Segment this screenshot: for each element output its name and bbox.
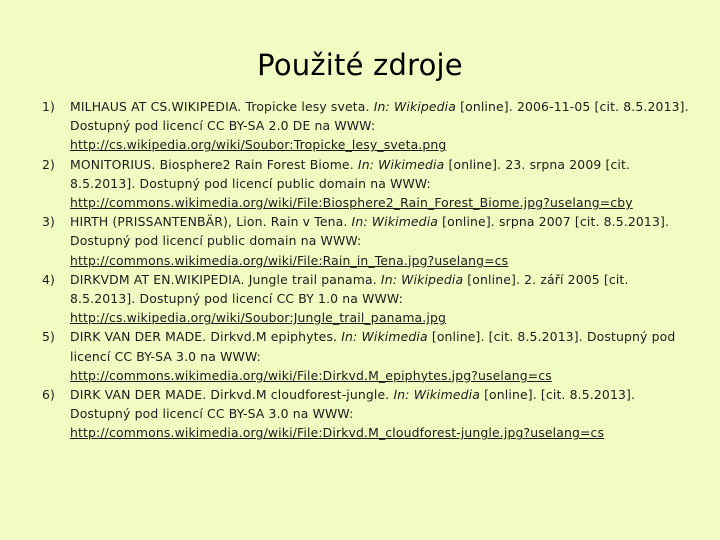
reference-link[interactable]: http://commons.wikimedia.org/wiki/File:Dirkvd.M_cloudforest-jungle.jpg?uselang=cs [70,425,605,441]
reference-author: MONITORIUS. Biosphere2 Rain Forest Biome. [70,156,354,172]
reference-list [42,97,692,443]
reference-item [42,212,692,270]
reference-item [42,385,692,443]
reference-number: 5) [42,329,56,345]
slide-title: Použité zdroje [257,48,463,82]
reference-author: DIRK VAN DER MADE. Dirkvd.M cloudforest-jungle. [70,387,390,403]
reference-source: Wikimedia [378,156,445,172]
reference-in-label: In: [341,329,358,345]
reference-in-label: In: [373,99,390,114]
reference-author: DIRKVDM AT EN.WIKIPEDIA. Jungle trail panama. [70,271,377,287]
reference-details: [online]. srpna 2007 [cit. 8.5.2013]. Dostupný pod licencí public domain na WWW: [70,214,670,249]
reference-source: Wikipedia [393,99,457,114]
reference-details: [online]. 2. září 2005 [cit. 8.5.2013]. Dostupný pod licencí CC BY 1.0 na WWW: [70,271,629,307]
reference-details: [online]. 2006-11-05 [cit. 8.5.2013]. Dostupný pod licencí CC BY-SA 2.0 DE na WWW: [70,99,689,134]
reference-author: HIRTH (PRISSANTENBÄR), Lion. Rain v Tena. [70,214,348,230]
reference-item [42,327,692,385]
reference-in-label: In: [393,387,410,403]
reference-details: [online]. [cit. 8.5.2013]. Dostupný pod licencí CC BY-SA 3.0 na WWW: [70,329,676,364]
reference-number: 4) [42,271,56,287]
reference-author: DIRK VAN DER MADE. Dirkvd.M epiphytes. [70,329,338,345]
reference-details: [online]. [cit. 8.5.2013]. Dostupný pod licencí CC BY-SA 3.0 na WWW: [70,387,636,422]
reference-number: 3) [42,214,56,230]
reference-details: [online]. 23. srpna 2009 [cit. 8.5.2013]. Dostupný pod licencí public domain na WWW: [70,156,631,191]
reference-in-label: In: [357,156,375,172]
reference-in-label: In: [351,214,368,230]
reference-number: 1) [42,99,56,114]
reference-author: MILHAUS AT CS.WIKIPEDIA. Tropicke lesy sveta. [70,99,370,114]
reference-link[interactable]: http://commons.wikimedia.org/wiki/File:Biosphere2_Rain_Forest_Biome.jpg?uselang=cby [70,195,633,211]
reference-number: 6) [42,387,56,403]
reference-item [42,97,692,155]
reference-item [42,155,692,213]
reference-source: Wikimedia [413,387,480,403]
reference-item [42,270,692,328]
reference-link[interactable]: http://cs.wikipedia.org/wiki/Soubor:Jungle_trail_panama.jpg [70,310,446,326]
reference-source: Wikimedia [361,329,428,345]
reference-source: Wikimedia [371,214,439,230]
reference-source: Wikipedia [401,271,464,287]
reference-number: 2) [42,156,56,172]
reference-in-label: In: [380,271,398,287]
reference-link[interactable]: http://commons.wikimedia.org/wiki/File:Rain_in_Tena.jpg?uselang=cs [70,252,509,268]
reference-link[interactable]: http://commons.wikimedia.org/wiki/File:Dirkvd.M_epiphytes.jpg?uselang=cs [70,367,552,383]
reference-link[interactable]: http://cs.wikipedia.org/wiki/Soubor:Tropicke_lesy_sveta.png [70,137,447,153]
